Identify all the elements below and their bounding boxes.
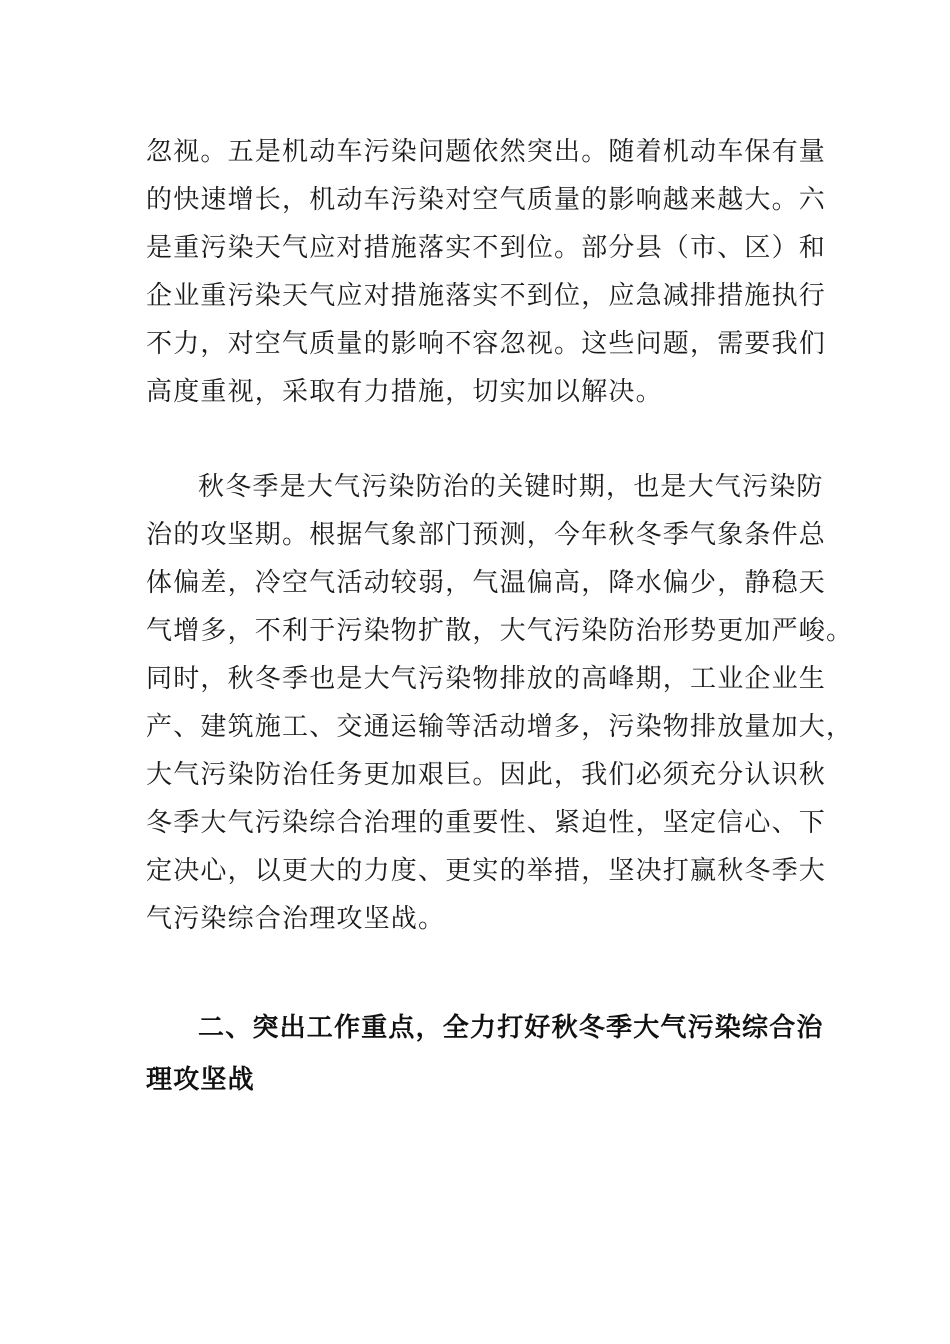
paragraph-autumn-winter	[146, 463, 854, 943]
paragraph-line: 高度重视，采取有力措施，切实加以解决。	[146, 377, 663, 407]
paragraph-line: 不力，对空气质量的影响不容忽视。这些问题，需要我们	[146, 329, 827, 359]
paragraph-continuation	[146, 128, 827, 416]
paragraph-line: 治的攻坚期。根据气象部门预测，今年秋冬季气象条件总	[146, 520, 827, 550]
paragraph-line: 企业重污染天气应对措施落实不到位，应急减排措施执行	[146, 281, 827, 311]
paragraph-line: 气增多，不利于污染物扩散，大气污染防治形势更加严峻。	[146, 616, 854, 646]
heading-line: 理攻坚战	[146, 1065, 255, 1095]
section-heading	[146, 1002, 824, 1106]
paragraph-line: 是重污染天气应对措施落实不到位。部分县（市、区）和	[146, 233, 827, 263]
paragraph-line: 忽视。五是机动车污染问题依然突出。随着机动车保有量	[146, 137, 827, 167]
paragraph-line: 定决心，以更大的力度、更实的举措，坚决打赢秋冬季大	[146, 856, 827, 886]
paragraph-line: 的快速增长，机动车污染对空气质量的影响越来越大。六	[146, 185, 827, 215]
paragraph-line: 冬季大气污染综合治理的重要性、紧迫性，坚定信心、下	[146, 808, 827, 838]
paragraph-line: 体偏差，冷空气活动较弱，气温偏高，降水偏少，静稳天	[146, 568, 827, 598]
paragraph-line: 秋冬季是大气污染防治的关键时期，也是大气污染防	[198, 472, 824, 502]
paragraph-line: 同时，秋冬季也是大气污染物排放的高峰期，工业企业生	[146, 664, 827, 694]
paragraph-line: 气污染综合治理攻坚战。	[146, 904, 446, 934]
heading-line: 二、突出工作重点，全力打好秋冬季大气污染综合治	[198, 1013, 824, 1043]
paragraph-line: 大气污染防治任务更加艰巨。因此，我们必须充分认识秋	[146, 760, 827, 790]
paragraph-line: 产、建筑施工、交通运输等活动增多，污染物排放量加大，	[146, 712, 854, 742]
